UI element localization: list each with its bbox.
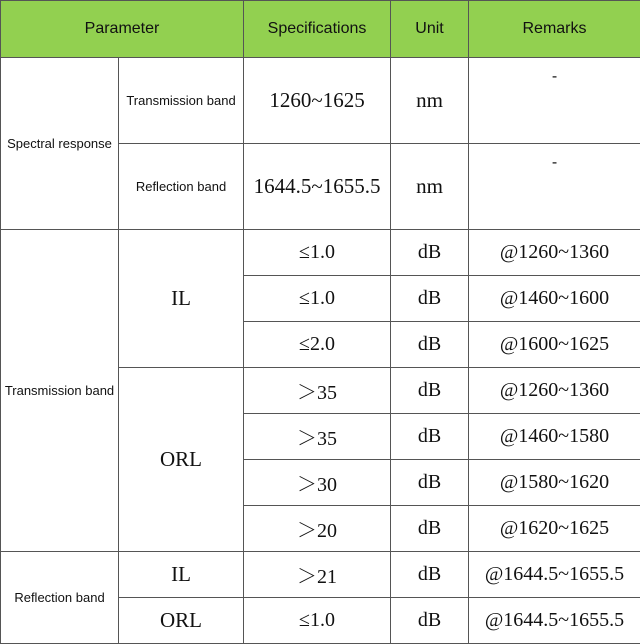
unit-cell: dB	[391, 598, 469, 644]
remark-cell: @1644.5~1655.5	[469, 552, 640, 598]
spec-cell: 1644.5~1655.5	[244, 144, 391, 230]
subparam-transmission-band: Transmission band	[119, 58, 244, 144]
spec-cell: ≤2.0	[244, 322, 391, 368]
remark-cell: @1600~1625	[469, 322, 640, 368]
header-specifications: Specifications	[244, 1, 391, 58]
remark-cell: @1260~1360	[469, 368, 640, 414]
unit-cell: dB	[391, 506, 469, 552]
header-remarks: Remarks	[469, 1, 640, 58]
subparam-il: IL	[119, 552, 244, 598]
table-row	[1, 552, 640, 598]
spec-cell: ＞21	[244, 552, 391, 598]
subparam-reflection-band: Reflection band	[119, 144, 244, 230]
unit-cell: nm	[391, 144, 469, 230]
subparam-il: IL	[119, 230, 244, 368]
header-parameter: Parameter	[1, 1, 244, 58]
unit-cell: dB	[391, 552, 469, 598]
spec-cell: ＞35	[244, 414, 391, 460]
remark-cell: @1620~1625	[469, 506, 640, 552]
header-unit: Unit	[391, 1, 469, 58]
group-reflection-band: Reflection band	[1, 552, 119, 644]
table-row	[1, 230, 640, 276]
spec-cell: 1260~1625	[244, 58, 391, 144]
spec-cell: ＞20	[244, 506, 391, 552]
spec-cell: ≤1.0	[244, 276, 391, 322]
group-spectral-response: Spectral response	[1, 58, 119, 230]
remark-cell: @1460~1600	[469, 276, 640, 322]
table-row	[1, 58, 640, 144]
unit-cell: dB	[391, 368, 469, 414]
spec-cell: ＞35	[244, 368, 391, 414]
remark-cell: @1260~1360	[469, 230, 640, 276]
header-row	[1, 1, 640, 58]
unit-cell: dB	[391, 276, 469, 322]
subparam-orl: ORL	[119, 598, 244, 644]
spec-cell: ＞30	[244, 460, 391, 506]
unit-cell: dB	[391, 414, 469, 460]
unit-cell: dB	[391, 460, 469, 506]
remark-cell: @1644.5~1655.5	[469, 598, 640, 644]
group-transmission-band: Transmission band	[1, 230, 119, 552]
unit-cell: nm	[391, 58, 469, 144]
unit-cell: dB	[391, 230, 469, 276]
unit-cell: dB	[391, 322, 469, 368]
remark-cell: @1460~1580	[469, 414, 640, 460]
subparam-orl: ORL	[119, 368, 244, 552]
remark-cell: -	[469, 58, 640, 144]
spec-cell: ≤1.0	[244, 230, 391, 276]
spec-cell: ≤1.0	[244, 598, 391, 644]
remark-cell: @1580~1620	[469, 460, 640, 506]
remark-cell: -	[469, 144, 640, 230]
